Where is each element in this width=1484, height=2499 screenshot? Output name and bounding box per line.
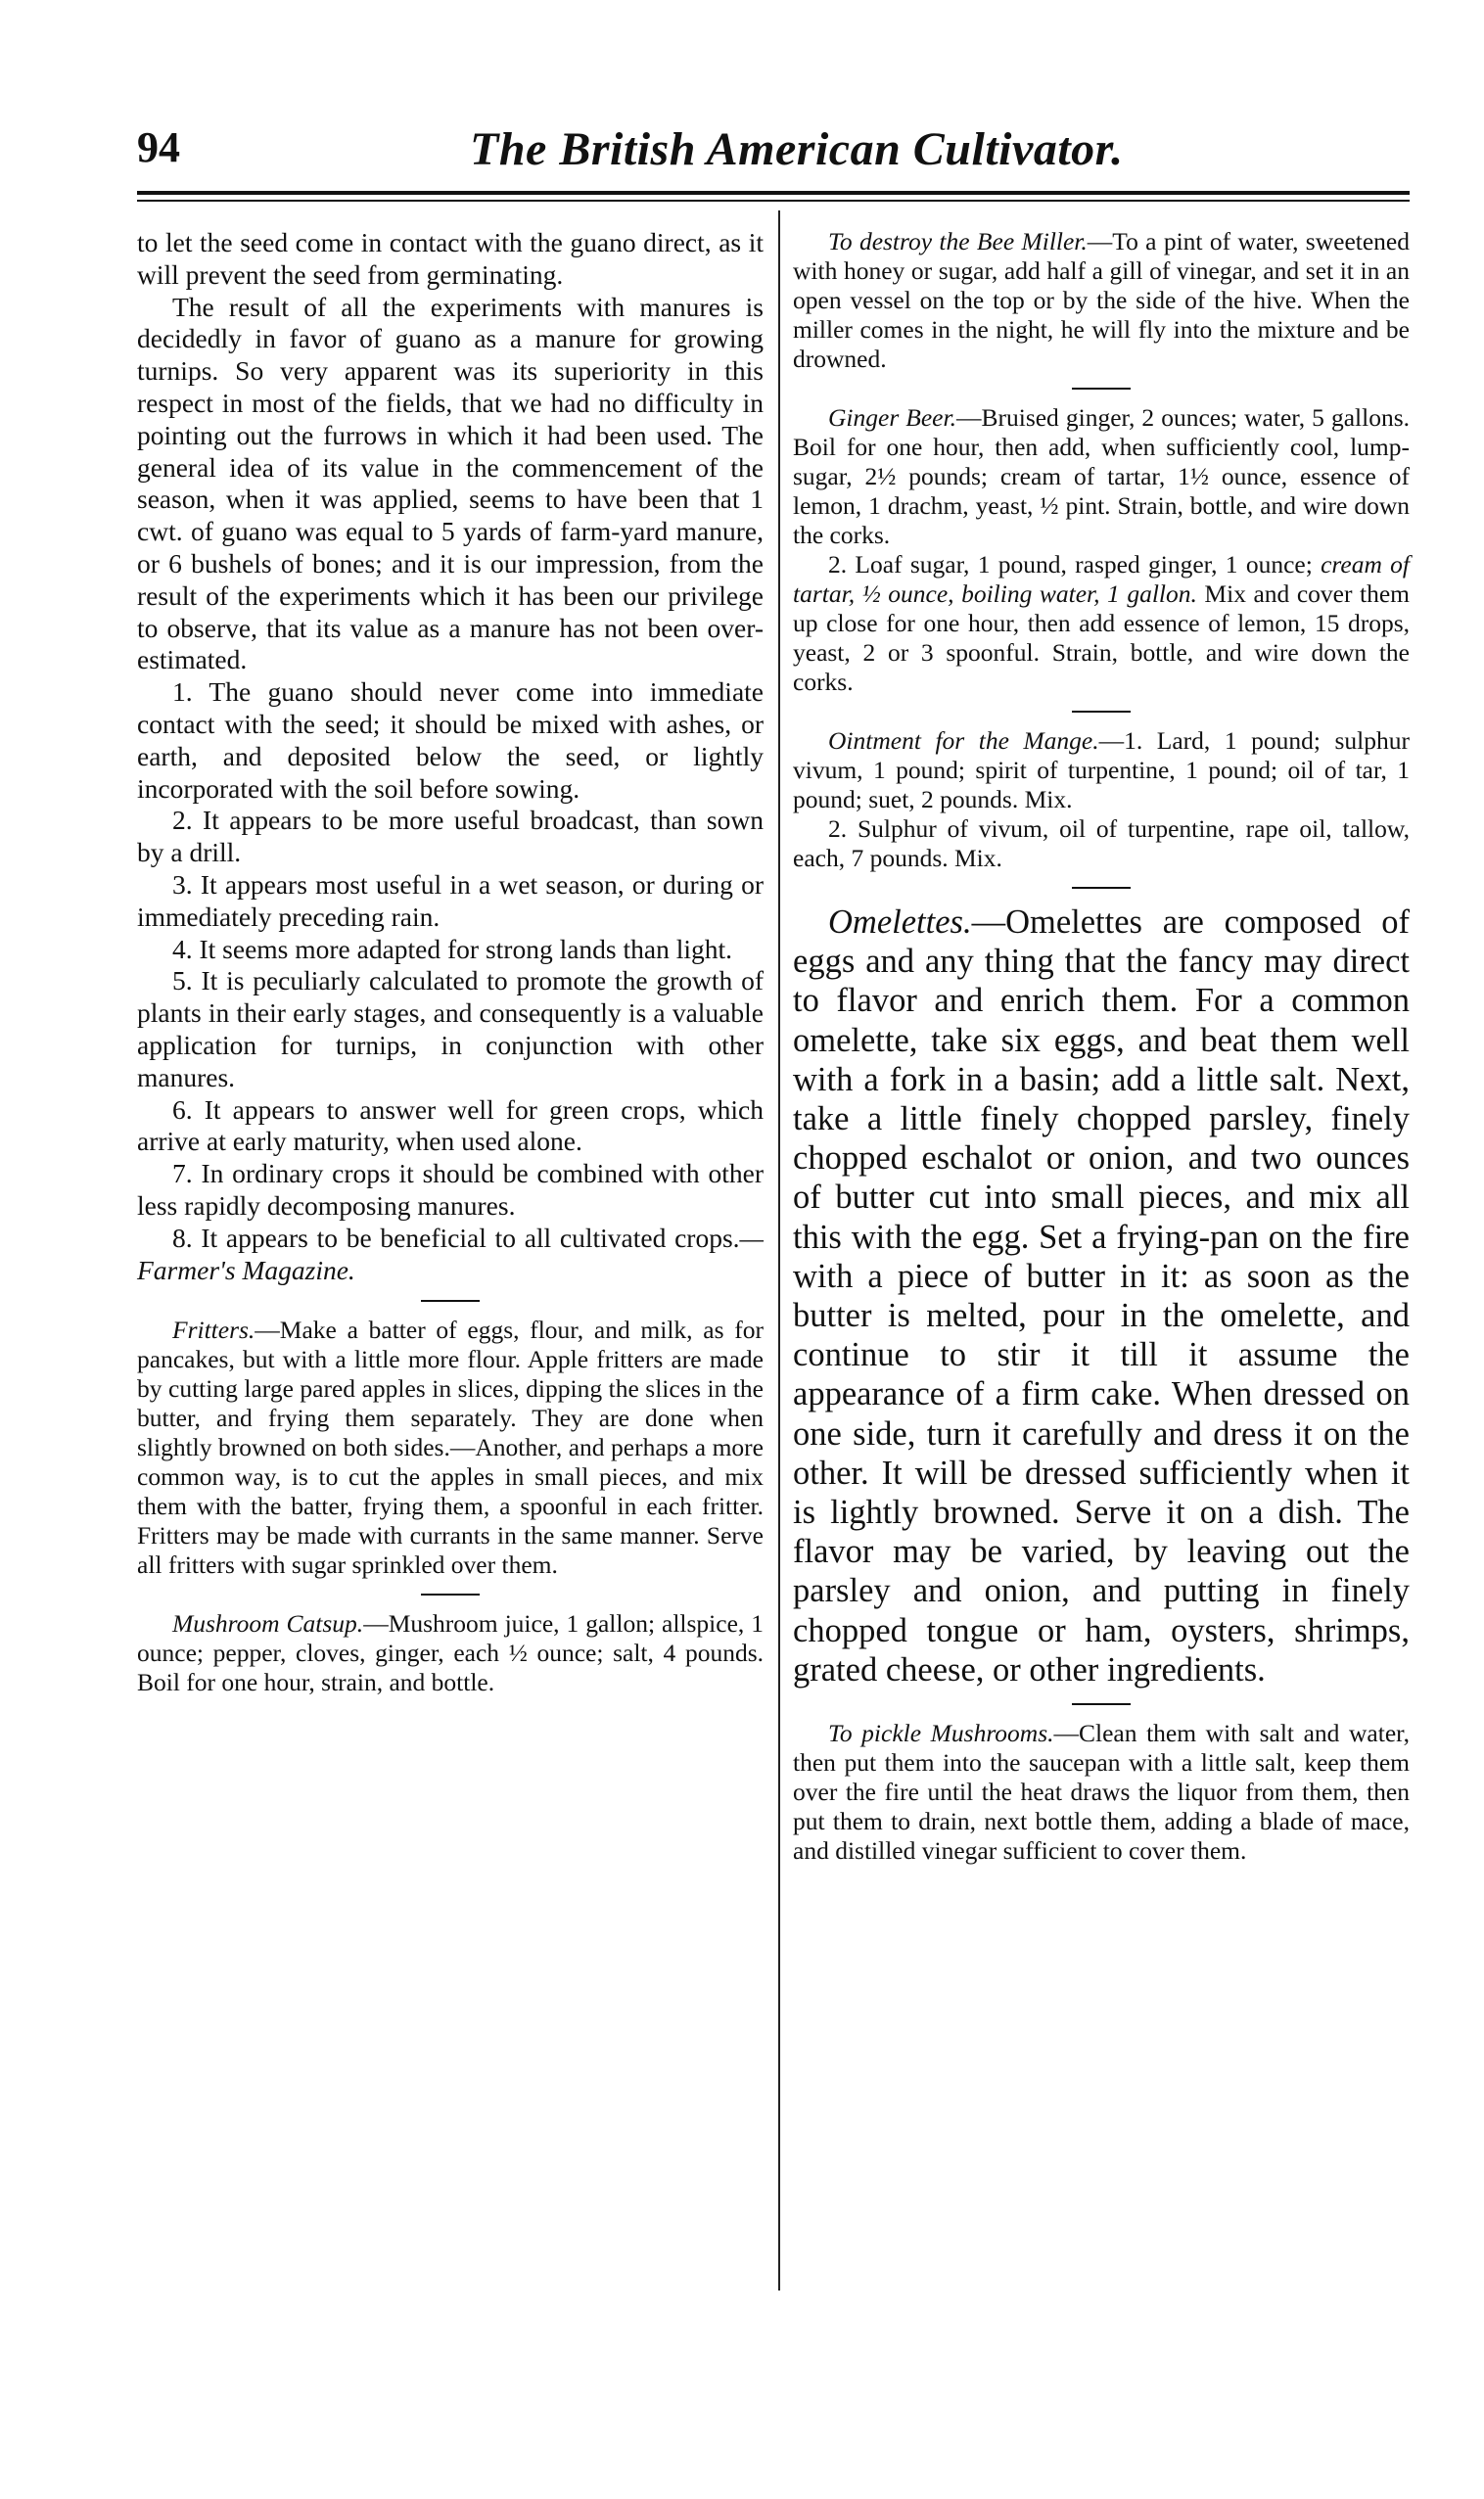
page-number: 94 bbox=[137, 123, 180, 171]
recipe-title: To pickle Mushrooms. bbox=[828, 1719, 1054, 1748]
recipe-text: 2. Loaf sugar, 1 pound, rasped ginger, 1 ounce; bbox=[828, 550, 1322, 578]
recipe-mushroom-catsup bbox=[137, 1609, 764, 1697]
section-separator bbox=[1072, 711, 1131, 713]
source-credit: —Farmer's Magazine. bbox=[137, 1222, 764, 1285]
recipe-text: Mix and cover them up close for one hour, then add essence of lemon, 15 drops, yeast, 2 or 3 spoonful. Strain, bottle, and wire down the corks. bbox=[793, 579, 1410, 696]
recipe-title: Omelettes. bbox=[828, 903, 972, 941]
section-separator bbox=[421, 1594, 480, 1596]
recipe-title: To destroy the Bee Miller. bbox=[828, 227, 1088, 255]
recipe-omelettes bbox=[793, 902, 1410, 1689]
recipe-title: Fritters. bbox=[172, 1316, 255, 1345]
section-separator bbox=[1072, 1703, 1131, 1705]
list-item: 4. It seems more adapted for strong lands than light. bbox=[172, 933, 733, 964]
paragraph-continuation: to let the seed come in contact with the guano direct, as it will prevent the seed from germinating. bbox=[137, 227, 764, 290]
recipe-text: —Bruised ginger, 2 ounces; water, 5 gallons. Boil for one hour, then add, when sufficiently cool, lump-sugar, 2½ pounds; cream of tartar, 1½ ounce, essence of lemon, 1 drachm, yeast, ½ pint. Strain, bottle, and wire down the corks. bbox=[793, 403, 1410, 549]
recipe-text: —Make a batter of eggs, flour, and milk, as for pancakes, but with a little more flour. Apple fritters are made by cutting large pared apples in slices, dipping the slices in the butter, and frying them separately. They are done when slightly browned on both sides.—Another, and perhaps a more common way, is to cut the apples in small pieces, and mix them with the batter, frying them, a spoonful in each fritter. Fritters may be made with currants in the same manner. Serve all fritters with sugar sprinkled over them. bbox=[137, 1316, 764, 1580]
header-rule-thick bbox=[137, 191, 1410, 195]
recipe-ointment-mange bbox=[793, 726, 1410, 814]
recipe-text: —1. Lard, 1 pound; sulphur vivum, 1 pound; spirit of turpentine, 1 pound; oil of tar, 1 pound; suet, 2 pounds. Mix. bbox=[793, 726, 1410, 813]
recipe-text: —Mushroom juice, 1 gallon; allspice, 1 ounce; pepper, cloves, ginger, each ½ ounce; salt, 4 pounds. Boil for one hour, strain, and bottle. bbox=[137, 1609, 765, 1697]
recipe-text: —To a pint of water, sweetened with honey or sugar, add half a gill of vinegar, and set it in an open vessel on the top or by the side of the hive. When the miller comes in the night, he will fly into the mixture and be drowned. bbox=[793, 227, 1410, 373]
recipe-text: —Clean them with salt and water, then put them into the saucepan with a little salt, keep them over the fire until the heat draws the liquor from them, then put them to drain, next bottle them, adding a blade of mace, and distilled vinegar sufficient to cover them. bbox=[793, 1719, 1410, 1866]
list-item bbox=[137, 1223, 764, 1287]
right-column bbox=[793, 227, 1410, 1866]
list-item: 3. It appears most useful in a wet season, or during or immediately preceding rain. bbox=[137, 868, 764, 932]
paragraph-guano-result: The result of all the experiments with manures is decidedly in favor of guano as a manure for growing turnips. So very apparent was its superiority in this respect in most of the fields, that we had no difficulty in pointing out the furrows in which it had been used. The general idea of its value in the commencement of the season, when it was applied, seems to have been that 1 cwt. of guano was equal to 5 yards of farm-yard manure, or 6 bushels of bones; and it is our impression, from the result of the experiments which it has been our privilege to observe, that its value as a manure has not been over-estimated. bbox=[137, 291, 764, 675]
recipe-title: Mushroom Catsup. bbox=[172, 1609, 364, 1639]
page-header bbox=[137, 122, 1410, 191]
section-separator bbox=[1072, 887, 1131, 889]
list-item: 5. It is peculiarly calculated to promote the growth of plants in their early stages, and consequently is a valuable application for turnips, in conjunction with other manures. bbox=[137, 965, 764, 1092]
section-separator bbox=[421, 1300, 480, 1302]
list-item: 7. In ordinary crops it should be combined with other less rapidly decomposing manures. bbox=[137, 1158, 764, 1221]
running-title: The British American Cultivator. bbox=[470, 123, 1124, 175]
recipe-fritters bbox=[137, 1316, 764, 1580]
recipe-text-italic: cream of tartar, ½ ounce, boiling water, 1 gallon. bbox=[793, 550, 1410, 608]
recipe-text: —Omelettes are composed of eggs and any thing that the fancy may direct to flavor and enrich them. For a common omelette, take six eggs, and beat them well with a fork in a basin; add a little salt. Next, take a little finely chopped parsley, finely chopped eschalot or onion, and two ounces of butter cut into small pieces, and mix all this with the egg. Set a frying-pan on the fire with a piece of butter in it: as soon as the butter is melted, pour in the omelette, and continue to stir it till it assume the appearance of a firm cake. When dressed on one side, turn it carefully and dress it on the other. It will be dressed sufficiently when it is lightly browned. Serve it on a dish. The flavor may be varied, by leaving out the parsley and onion, and putting in finely chopped tongue or ham, oysters, shrimps, grated cheese, or other ingredients. bbox=[793, 903, 1410, 1689]
recipe-ointment-mange-2: 2. Sulphur of vivum, oil of turpentine, rape oil, tallow, each, 7 pounds. Mix. bbox=[793, 814, 1410, 872]
list-item: 2. It appears to be more useful broadcast, than sown by a drill. bbox=[137, 805, 764, 868]
list-item: 1. The guano should never come into immediate contact with the seed; it should be mixed with ashes, or earth, and deposited below the seed, or lightly incorporated with the soil before sowing. bbox=[137, 676, 764, 804]
left-column bbox=[137, 227, 764, 1697]
list-item: 6. It appears to answer well for green crops, which arrive at early maturity, when used alone. bbox=[137, 1093, 764, 1157]
section-separator bbox=[1072, 388, 1131, 390]
header-rule-thin bbox=[137, 200, 1410, 202]
recipe-title: Ginger Beer. bbox=[828, 403, 956, 432]
recipe-ginger-beer bbox=[793, 403, 1410, 550]
recipe-title: Ointment for the Mange. bbox=[828, 726, 1099, 755]
recipe-pickle-mushrooms bbox=[793, 1719, 1410, 1866]
recipe-ginger-beer-2 bbox=[793, 550, 1410, 697]
list-item-text: 8. It appears to be beneficial to all cultivated crops. bbox=[172, 1222, 740, 1253]
column-divider bbox=[778, 210, 780, 2291]
recipe-bee-miller bbox=[793, 227, 1410, 374]
